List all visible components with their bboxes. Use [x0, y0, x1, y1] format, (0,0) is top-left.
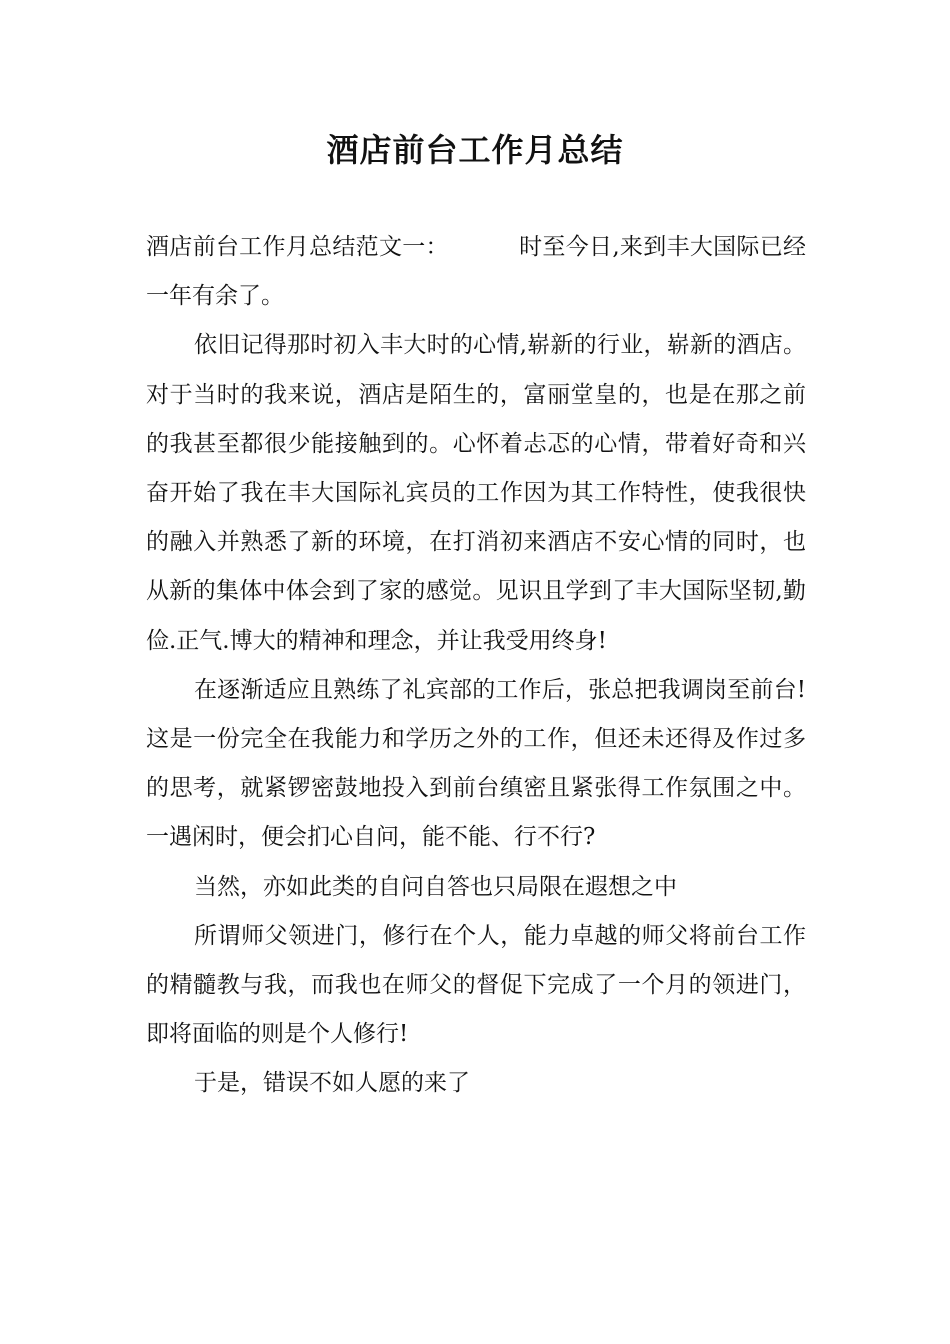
document-title: 酒店前台工作月总结: [326, 131, 624, 169]
paragraph-2: 在逐渐适应且熟练了礼宾部的工作后，张总把我调岗至前台!这是一份完全在我能力和学历之外的工作，但还未还得及作过多的思考，就紧锣密鼓地投入到前台缜密且紧张得工作氛围之中。一遇闲时，便会扪心自问，能不能、行不行?: [146, 676, 806, 851]
paragraph-1: 依旧记得那时初入丰大时的心情,崭新的行业，崭新的酒店。对于当时的我来说，酒店是陌生的，富丽堂皇的，也是在那之前的我甚至都很少能接触到的。心怀着忐忑的心情，带着好奇和兴奋开始了我在丰大国际礼宾员的工作因为其工作特性，使我很快的融入并熟悉了新的环境，在打消初来酒店不安心情的同时，也从新的集体中体会到了家的感觉。见识且学到了丰大国际坚韧,勤俭.正气.博大的精神和理念，并让我受用终身!: [146, 332, 806, 654]
intro-label: 酒店前台工作月总结范文一：: [146, 234, 449, 260]
paragraph-4: 所谓师父领进门，修行在个人，能力卓越的师父将前台工作的精髓教与我，而我也在师父的督促下完成了一个月的领进门，即将面临的则是个人修行!: [146, 922, 806, 1048]
paragraph-3: 当然，亦如此类的自问自答也只局限在遐想之中: [194, 873, 677, 900]
paragraph-5: 于是，错误不如人愿的来了: [194, 1070, 470, 1097]
intro-text: 时至今日,来到丰大国际已经一年有余了。: [146, 234, 806, 310]
document-body: [146, 223, 806, 1109]
intro-paragraph: [146, 223, 806, 321]
